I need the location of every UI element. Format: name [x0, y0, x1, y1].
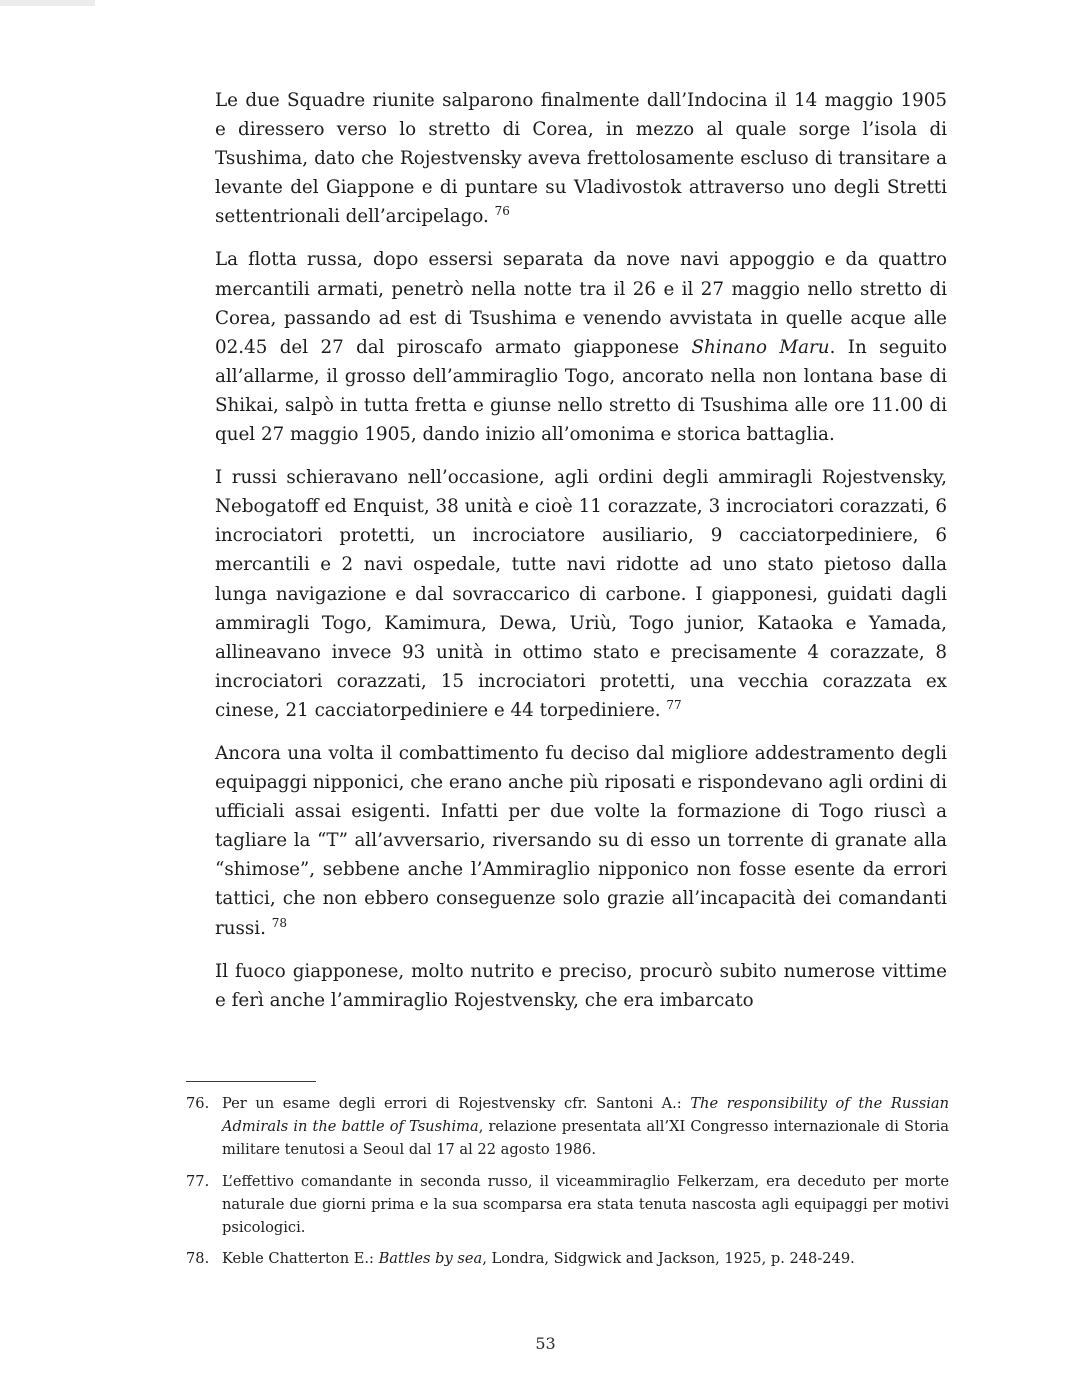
cited-title: The responsibility of the Russian Admirals in the battle of Tsushima	[222, 1095, 949, 1136]
text-run: Ancora una volta il combattimento fu deciso dal migliore addestramento degli equipaggi nipponici, che erano anche più riposati e rispondevano agli ordini di ufficiali assai esigenti. Infatti per due volte la formazione di Togo riuscì a tagliare la “T” all’avversario, riversando su di esso un torrente di granate alla “shimose”, sebbene anche l’Ammiraglio nipponico non fosse esente da errori tattici, che non ebbero conseguenze solo grazie all’incapacità dei comandanti russi.	[215, 742, 947, 939]
text-run: L’effettivo comandante in seconda russo, il viceammiraglio Felkerzam, era deceduto per morte naturale due giorni prima e la sua scomparsa era stata tenuta nascosta agli equipaggi per motivi psicologici.	[222, 1172, 949, 1237]
footnote-text	[222, 1092, 949, 1162]
paragraph	[215, 245, 947, 449]
paragraph	[215, 957, 947, 1015]
footnote-ref: 78	[271, 915, 288, 930]
footnotes	[186, 1092, 949, 1278]
text-run: , relazione presentata all’XI Congresso internazionale di Storia militare tenutosi a Seoul dal 17 al 22 agosto 1986.	[222, 1118, 949, 1159]
footnote	[186, 1170, 949, 1240]
text-run: . In seguito all’allarme, il grosso dell’ammiraglio Togo, ancorato nella non lontana base di Shikai, salpò in tutta fretta e giunse nello stretto di Tsushima alle ore 11.00 di quel 27 maggio 1905, dando inizio all’omonima e storica battaglia.	[215, 336, 947, 446]
footnote-text	[222, 1170, 949, 1240]
text-run: Per un esame degli errori di Rojestvensky cfr. Santoni A.:	[222, 1095, 691, 1112]
footnote-ref: 76	[494, 204, 510, 219]
paragraph	[215, 86, 947, 231]
footnote-number: 78.	[186, 1250, 210, 1268]
footnote-number: 76.	[186, 1095, 210, 1112]
footnote-separator	[186, 1081, 316, 1082]
text-run: Il fuoco giapponese, molto nutrito e preciso, procurò subito numerose vittime e ferì anche l’ammiraglio Rojestvensky, che era imbarcato	[215, 960, 947, 1011]
footnote	[186, 1247, 949, 1270]
footnote-ref: 77	[666, 697, 682, 712]
text-run: Le due Squadre riunite salparono finalmente dall’Indocina il 14 maggio 1905 e diressero verso lo stretto di Corea, in mezzo al quale sorge l’isola di Tsushima, dato che Rojestvensky aveva frettolosamente escluso di transitare a levante del Giappone e di puntare su Vladivostok attraverso uno degli Stretti settentrionali dell’arcipelago.	[215, 90, 947, 228]
cited-title: Battles by sea	[378, 1250, 483, 1268]
text-run: Keble Chatterton E.:	[222, 1250, 379, 1268]
footnote-number: 77.	[186, 1172, 210, 1190]
footnote	[186, 1092, 949, 1162]
paragraph	[215, 463, 947, 725]
page-number: 53	[535, 1334, 556, 1353]
text-run: , Londra, Sidgwick and Jackson, 1925, p. 248-249.	[482, 1250, 855, 1268]
body-text	[215, 86, 947, 1015]
text-run: La flotta russa, dopo essersi separata da nove navi appoggio e da quattro mercantili armati, penetrò nella notte tra il 26 e il 27 maggio nello stretto di Corea, passando ad est di Tsushima e venendo avvistata in quelle acque alle 02.45 del 27 dal piroscafo armato giapponese	[215, 249, 947, 358]
footnote-text	[222, 1247, 949, 1270]
ship-name: Shinano Maru	[691, 336, 830, 358]
text-run: I russi schieravano nell’occasione, agli ordini degli ammiragli Rojestvensky, Nebogatoff ed Enquist, 38 unità e cioè 11 corazzate, 3 incrociatori corazzati, 6 incrociatori protetti, un incrociatore ausiliario, 9 cacciatorpediniere, 6 mercantili e 2 navi ospedale, tutte navi ridotte ad uno stato pietoso dalla lunga navigazione e dal sovraccarico di carbone. I giapponesi, guidati dagli ammiragli Togo, Kamimura, Dewa, Uriù, Togo junior, Kataoka e Yamada, allineavano invece 93 unità in ottimo stato e precisamente 4 corazzate, 8 incrociatori corazzati, 15 incrociatori protetti, una vecchia corazzata ex cinese, 21 cacciatorpediniere e 44 torpediniere.	[215, 467, 947, 721]
scan-edge-mark	[0, 0, 95, 6]
paragraph	[215, 739, 947, 943]
